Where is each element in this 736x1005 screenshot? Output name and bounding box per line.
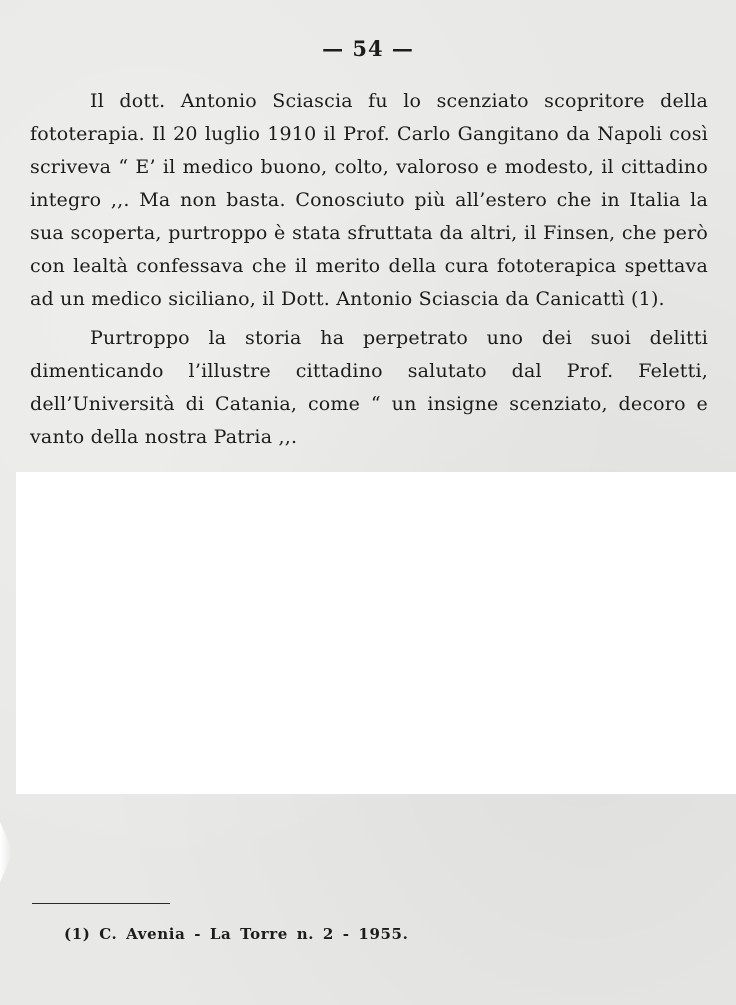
body-text <box>30 85 708 460</box>
paragraph: Purtroppo la storia ha perpetrato uno dei suoi delitti dimenticando l’illustre cittadino salutato dal Prof. Feletti, dell’Università di Catania, come “ un insigne scenziato, decoro e vanto della nostra Patria ,,. <box>30 327 708 448</box>
paragraph: Il dott. Antonio Sciascia fu lo scenziato scopritore della fototerapia. Il 20 luglio 1910 il Prof. Carlo Gangitano da Napoli così scriveva “ E’ il medico buono, colto, valoroso e modesto, il cittadino integro ,,. Ma non basta. Conosciuto più all’estero che in Italia la sua scoperta, purtroppo è stata sfruttata da altri, il Finsen, che però con lealtà confessava che il merito della cura fototerapica spettava ad un medico siciliano, il Dott. Antonio Sciascia da Canicattì (1). <box>30 90 708 310</box>
page-number: — 54 — <box>322 36 414 61</box>
footnote: (1) C. Avenia - La Torre n. 2 - 1955. <box>64 925 409 943</box>
blank-image-area <box>16 472 736 794</box>
footnote-divider <box>32 903 170 904</box>
page-edge-mark <box>0 822 12 882</box>
